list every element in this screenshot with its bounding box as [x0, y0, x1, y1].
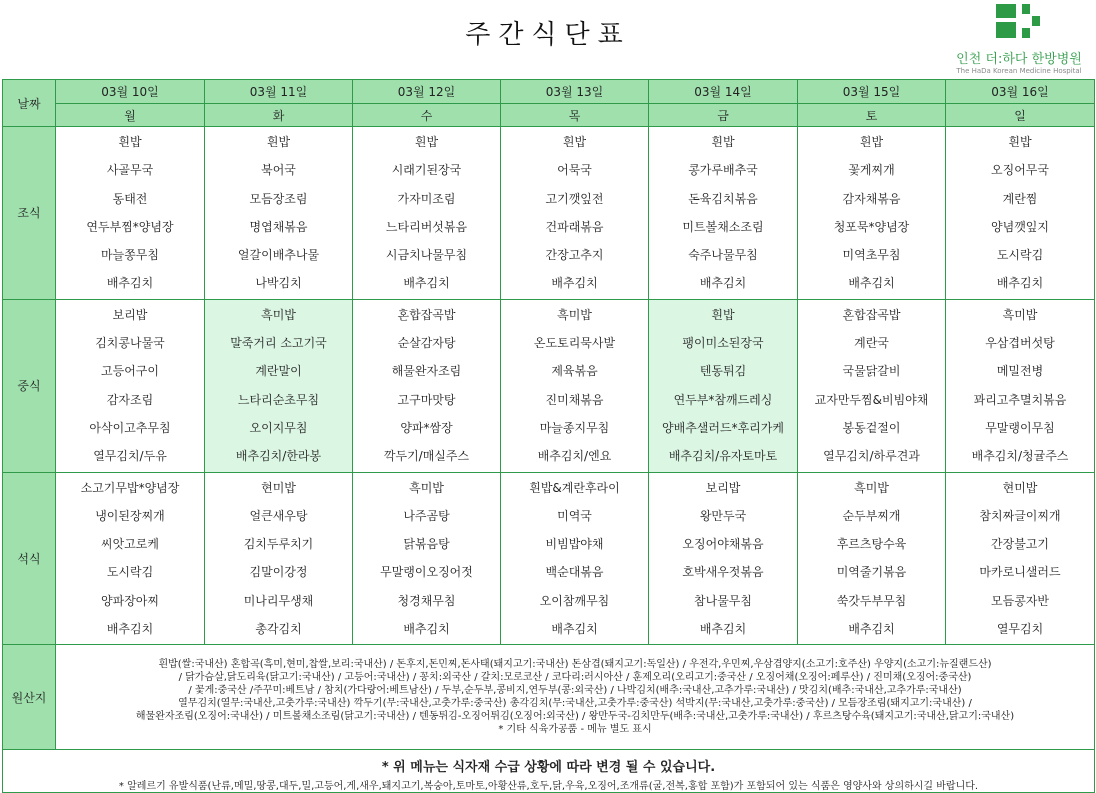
dinner-day-cell	[56, 472, 205, 645]
menu-item: 소고기무밥*양념장	[80, 480, 180, 495]
menu-item: 모듬장조림	[249, 191, 308, 206]
menu-item: 배추김치	[106, 276, 154, 291]
menu-item: 배추김치	[551, 276, 598, 291]
menu-item: 오이지무침	[249, 420, 308, 435]
menu-item: 열무김치/두유	[93, 449, 167, 464]
menu-item: 고구마맛탕	[397, 392, 456, 407]
breakfast-day-cell	[649, 127, 798, 300]
date-label: 날짜	[3, 80, 56, 127]
origin-line: * 기타 식육가공품 - 메뉴 별도 표시	[498, 724, 652, 736]
menu-item: 깍두기/매실주스	[383, 449, 470, 464]
menu-item: 진미채볶음	[545, 392, 604, 407]
menu-item: 도시락김	[106, 565, 154, 580]
menu-item: 배추김치	[699, 276, 747, 291]
menu-item: 백순대볶음	[545, 565, 604, 580]
menu-item: 건파래볶음	[545, 219, 604, 234]
menu-item: 순두부찌개	[842, 508, 901, 523]
origin-line: / 닭가슴살,닭도리육(닭고기:국내산) / 고등어:국내산) / 꽁치:외국산 / 갈치:모로코산 / 코다리:러시아산 / 훈제오리(오리고기:중국산 / 오징어채(오징어:페루산) / 진미채(오징어:중국산)	[178, 672, 972, 684]
menu-item: 흑미밥	[1002, 307, 1038, 322]
menu-item: 마카로니샐러드	[979, 565, 1061, 580]
breakfast-day-cell	[798, 127, 946, 300]
weekday-cell: 일	[946, 104, 1095, 127]
menu-item: 해물완자조림	[391, 364, 462, 379]
lunch-day-cell	[353, 299, 501, 472]
lunch-day-cell	[501, 299, 649, 472]
menu-item: 배추김치/엔요	[537, 449, 612, 464]
menu-item: 후르츠탕수육	[836, 537, 907, 552]
menu-item: 보리밥	[705, 480, 741, 495]
menu-item: 마늘종지무침	[539, 420, 610, 435]
menu-item: 열무김치	[996, 622, 1044, 637]
menu-item: 배추김치	[848, 622, 895, 637]
menu-item: 나주곰탕	[403, 508, 450, 523]
breakfast-label: 조식	[3, 127, 56, 300]
origin-line: 해물완자조림(오징어:국내산) / 미트볼채소조림(닭고기:국내산) / 텐동튀김-오징어튀김(오징어:외국산) / 왕만두국-김치만두(배추:국내산,고춧가루:국내산) / 후르츠탕수육(돼지고기:국내산,닭고기:국내산)	[135, 711, 1015, 723]
breakfast-day-cell	[946, 127, 1095, 300]
date-cell: 03월 15일	[798, 80, 946, 104]
weekly-menu-table	[2, 79, 1095, 793]
menu-item: 비빔밥야채	[545, 537, 604, 552]
menu-item: 냉이된장찌개	[95, 508, 165, 523]
origin-line: 열무김치(열무:국내산,고춧가루:국내산) 깍두기(무:국내산,고춧가루:중국산) 총각김치(무:국내산,고춧가루:중국산) 석박지(무:국내산,고춧가루:중국산) / 모듬장조림(돼지고기:국내산) /	[178, 698, 972, 710]
menu-item: 배추김치/청귤주스	[971, 449, 1069, 464]
menu-item: 김치두루치기	[243, 537, 314, 552]
menu-item: 꽈리고추멸치볶음	[973, 392, 1067, 407]
menu-item: 김치콩나물국	[95, 336, 165, 351]
weekday-row	[3, 104, 1095, 127]
menu-item: 우삼겹버섯탕	[985, 336, 1055, 351]
menu-item: 고등어구이	[101, 364, 159, 379]
menu-item: 제육볶음	[551, 364, 598, 379]
menu-item: 얼큰새우탕	[249, 508, 308, 523]
menu-item: 배추김치/유자토마토	[668, 449, 778, 464]
weekday-cell: 월	[56, 104, 205, 127]
date-row	[3, 80, 1095, 104]
menu-item: 흰밥	[266, 135, 291, 149]
menu-item: 배추김치	[106, 622, 154, 637]
lunch-day-cell	[649, 299, 798, 472]
menu-item: 닭볶음탕	[403, 537, 450, 552]
menu-item: 현미밥	[261, 480, 296, 495]
menu-item: 오징어야채볶음	[682, 537, 764, 552]
menu-item: 보리밥	[112, 307, 148, 322]
weekday-cell: 토	[798, 104, 946, 127]
menu-item: 흰밥	[711, 307, 735, 322]
menu-item: 얼갈이배추나물	[237, 248, 320, 263]
hospital-name-english: The HaDa Korean Medicine Hospital	[956, 67, 1082, 75]
menu-item: 흰밥	[859, 135, 884, 149]
origin-line: / 꽃게:중국산 /주꾸미:베트남 / 참치(가다랑어:베트남산) / 두부,순두부,콩비지,연두부(콩:외국산) / 나박김치(배추:국내산,고추가루:국내산) / 맛김치(배추:국내산,고추가루:국내산)	[188, 685, 962, 697]
weekday-cell: 화	[205, 104, 353, 127]
menu-item: 감자조림	[106, 392, 154, 407]
menu-item: 호박새우젓볶음	[682, 565, 764, 580]
origin-row	[3, 645, 1095, 750]
menu-item: 미역국	[557, 508, 592, 523]
menu-item: 어묵국	[557, 163, 592, 178]
menu-item: 돈육김치볶음	[688, 191, 758, 206]
menu-item: 총각김치	[255, 622, 302, 637]
date-cell: 03월 12일	[353, 80, 501, 104]
origin-label: 원산지	[3, 645, 56, 750]
menu-item: 고기깻잎전	[545, 191, 604, 206]
menu-item: 모듬콩자반	[991, 593, 1049, 608]
menu-item: 계란찜	[1002, 191, 1038, 206]
menu-item: 무말랭이오징어젓	[380, 565, 473, 580]
menu-item: 흰밥	[414, 135, 439, 149]
menu-item: 김말이강정	[249, 565, 308, 580]
origin-info	[56, 645, 1095, 750]
menu-item: 연두부찜*양념장	[86, 219, 174, 234]
menu-item: 혼합잡곡밥	[842, 307, 901, 322]
menu-item: 마늘쫑무침	[101, 248, 159, 263]
origin-text	[56, 657, 1094, 737]
menu-item: 흰밥	[1008, 135, 1032, 149]
breakfast-day-cell	[205, 127, 353, 300]
menu-item: 팽이미소된장국	[682, 336, 764, 351]
menu-item: 감자채볶음	[842, 191, 901, 206]
menu-item: 나박김치	[255, 276, 302, 291]
menu-item: 느타리순초무침	[237, 392, 320, 407]
lunch-day-cell	[798, 299, 946, 472]
menu-item: 사골무국	[106, 163, 154, 178]
menu-item: 명엽채볶음	[249, 219, 308, 234]
menu-item: 흰밥	[118, 135, 142, 149]
dinner-day-cell	[798, 472, 946, 645]
weekday-cell: 금	[649, 104, 798, 127]
menu-item: 봉동겉절이	[842, 420, 901, 435]
menu-item: 왕만두국	[699, 508, 747, 523]
origin-line: 흰밥(쌀:국내산) 혼합곡(흑미,현미,찹쌀,보리:국내산) / 돈후지,돈민찌,돈사태(돼지고기:국내산) 돈삼겹(돼지고기:독일산) / 우전각,우민찌,우삼겹양지(소고기:호주산) 우양지(소고기:뉴질랜드산)	[158, 659, 992, 671]
menu-item: 북어국	[261, 163, 296, 178]
lunch-day-cell	[205, 299, 353, 472]
menu-change-notice: * 위 메뉴는 식자재 수급 상황에 따라 변경 될 수 있습니다.	[381, 760, 716, 776]
menu-item: 배추김치	[699, 622, 747, 637]
breakfast-row	[3, 127, 1095, 300]
menu-item: 참나물무침	[694, 593, 752, 608]
menu-item: 도시락김	[996, 248, 1044, 263]
menu-item: 청경채무침	[397, 593, 456, 608]
menu-item: 배추김치	[403, 622, 450, 637]
menu-item: 오징어무국	[991, 163, 1049, 178]
lunch-label: 중식	[3, 299, 56, 472]
menu-item: 흑미밥	[557, 307, 592, 322]
lunch-day-cell	[56, 299, 205, 472]
hospital-name: 인천 더:하다 한방병원	[956, 52, 1082, 67]
menu-item: 흰밥	[562, 135, 587, 149]
dinner-day-cell	[205, 472, 353, 645]
menu-item: 느타리버섯볶음	[385, 219, 468, 234]
menu-item: 양념깻잎지	[991, 219, 1049, 234]
allergy-notice: * 알레르기 유발식품(난류,메밀,땅콩,대두,밀,고등어,게,새우,돼지고기,복숭아,토마토,아황산류,호두,닭,우육,오징어,조개류(굴,전복,홍합 포함)가 포함되어 있는 식품은 영양사와 상의하시길 바랍니다.	[118, 781, 979, 793]
weekday-cell: 목	[501, 104, 649, 127]
menu-item: 미역줄기볶음	[836, 565, 907, 580]
date-cell: 03월 14일	[649, 80, 798, 104]
breakfast-day-cell	[56, 127, 205, 300]
menu-item: 배추김치	[848, 276, 895, 291]
menu-item: 간장고추지	[545, 248, 604, 263]
menu-item: 메밀전병	[996, 364, 1044, 379]
menu-item: 배추김치/한라봉	[235, 449, 322, 464]
menu-item: 동태전	[112, 191, 148, 206]
menu-item: 쑥갓두부무침	[836, 593, 907, 608]
dinner-day-cell	[353, 472, 501, 645]
menu-item: 현미밥	[1002, 480, 1038, 495]
menu-item: 미나리무생채	[243, 593, 314, 608]
dinner-day-cell	[946, 472, 1095, 645]
dinner-label: 석식	[3, 472, 56, 645]
menu-item: 꽃게찌개	[848, 163, 895, 178]
menu-item: 오이참깨무침	[539, 593, 610, 608]
breakfast-day-cell	[501, 127, 649, 300]
menu-item: 순살감자탕	[397, 336, 456, 351]
dinner-day-cell	[649, 472, 798, 645]
menu-item: 미트볼채소조림	[682, 219, 764, 234]
menu-item: 연두부*참깨드레싱	[673, 392, 773, 407]
menu-item: 말죽거리 소고기국	[230, 336, 327, 351]
menu-item: 교자만두찜&비빔야채	[814, 392, 929, 407]
lunch-row	[3, 299, 1095, 472]
menu-item: 텐동튀김	[699, 364, 747, 379]
menu-item: 씨앗고로케	[101, 537, 159, 552]
menu-item: 열무김치/하루견과	[823, 449, 920, 464]
menu-item: 시금치나물무침	[385, 248, 468, 263]
date-cell: 03월 10일	[56, 80, 205, 104]
menu-item: 흰밥	[711, 135, 735, 149]
menu-item: 배추김치	[403, 276, 450, 291]
menu-item: 시래기된장국	[391, 163, 462, 178]
notes-row	[3, 750, 1095, 793]
breakfast-day-cell	[353, 127, 501, 300]
dinner-row	[3, 472, 1095, 645]
menu-item: 흑미밥	[854, 480, 889, 495]
menu-item: 양배추샐러드*후리가케	[662, 420, 784, 435]
menu-item: 양파장아찌	[101, 593, 159, 608]
notes-cell	[3, 750, 1095, 793]
menu-item: 온도토리묵사발	[533, 336, 616, 351]
menu-item: 배추김치	[996, 276, 1044, 291]
weekday-cell: 수	[353, 104, 501, 127]
dinner-day-cell	[501, 472, 649, 645]
date-cell: 03월 11일	[205, 80, 353, 104]
menu-item: 흑미밥	[409, 480, 444, 495]
hospital-cross-icon	[996, 4, 1040, 38]
date-cell: 03월 16일	[946, 80, 1095, 104]
menu-item: 흑미밥	[261, 307, 296, 322]
menu-item: 가자미조림	[397, 191, 456, 206]
menu-item: 흰밥&계란후라이	[529, 480, 620, 495]
menu-item: 혼합잡곡밥	[397, 307, 456, 322]
hospital-logo	[944, 4, 1094, 78]
menu-item: 아삭이고추무침	[89, 420, 171, 435]
date-cell: 03월 13일	[501, 80, 649, 104]
lunch-day-cell	[946, 299, 1095, 472]
menu-item: 양파*쌈장	[400, 420, 453, 435]
page-title: 주간식단표	[465, 20, 631, 50]
menu-item: 미역초무침	[842, 248, 901, 263]
menu-item: 간장불고기	[991, 537, 1049, 552]
menu-item: 배추김치	[551, 622, 598, 637]
menu-item: 청포묵*양념장	[833, 219, 910, 234]
menu-item: 참치짜글이찌개	[979, 508, 1061, 523]
menu-item: 콩가루배추국	[688, 163, 758, 178]
menu-item: 숙주나물무침	[688, 248, 758, 263]
menu-item: 국물닭갈비	[842, 364, 901, 379]
menu-item: 계란말이	[255, 364, 302, 379]
menu-item: 계란국	[854, 336, 889, 351]
menu-item: 무말랭이무침	[985, 420, 1055, 435]
